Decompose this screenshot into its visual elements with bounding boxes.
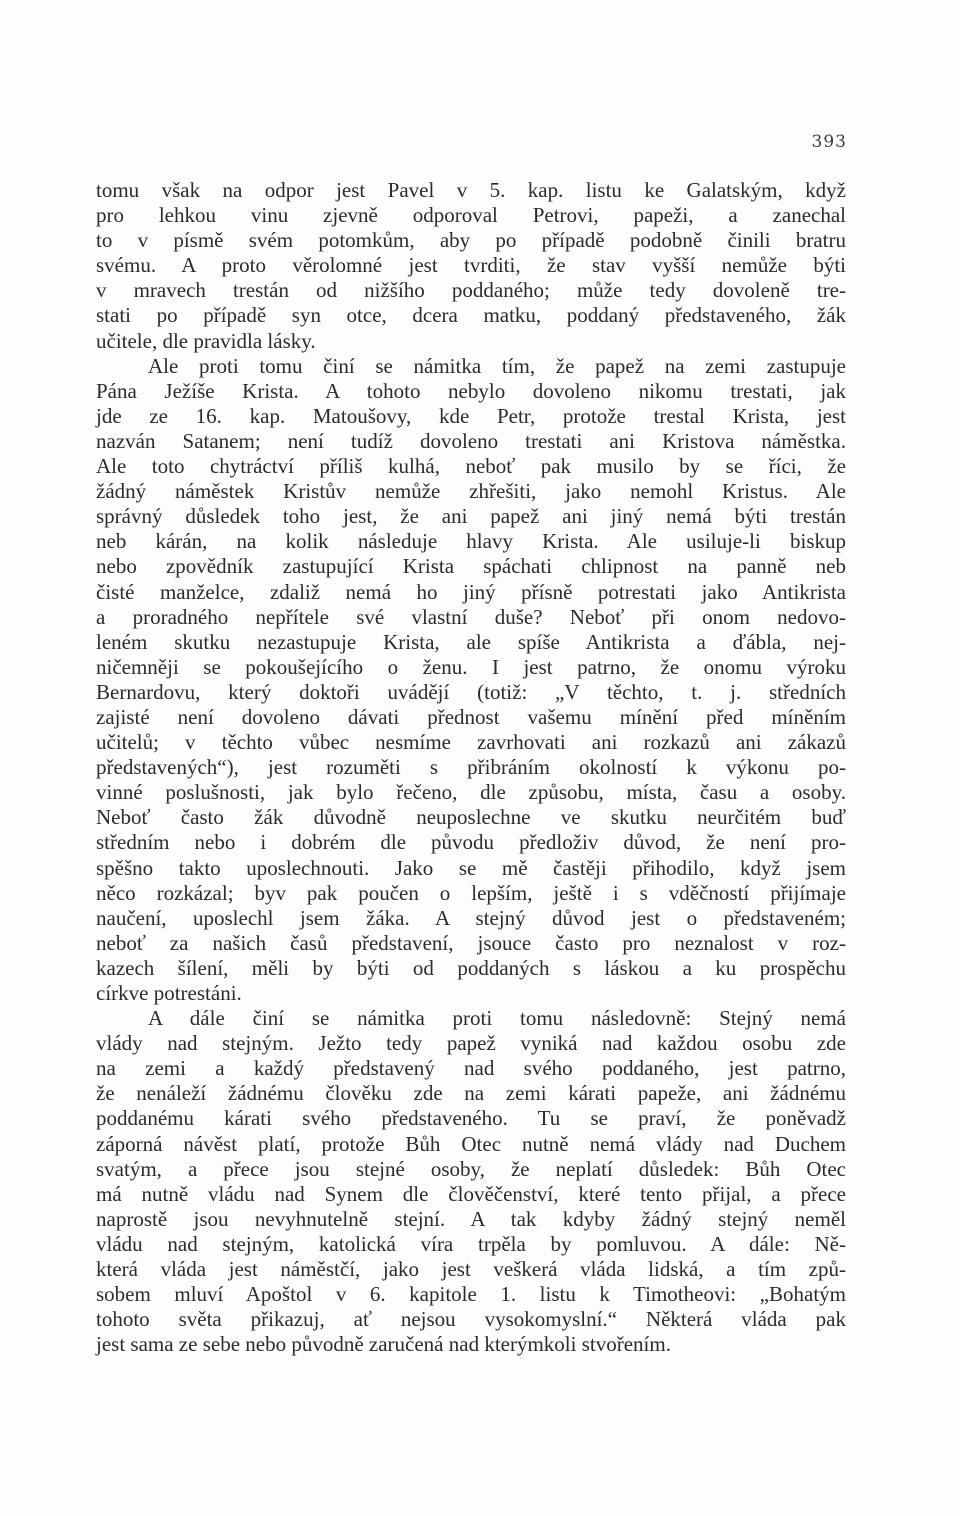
text-line: Ale proti tomu činí se námitka tím, že papež na zemi zastupuje <box>148 353 846 378</box>
text-line: jde ze 16. kap. Matoušovy, kde Petr, protože trestal Krista, jest <box>96 403 846 428</box>
text-line: neb kárán, na kolik následuje hlavy Krista. Ale usiluje-li biskup <box>96 529 846 554</box>
text-line: leném skutku nezastupuje Krista, ale spíše Antikrista a ďábla, nej- <box>96 629 846 654</box>
text-line: tomu však na odpor jest Pavel v 5. kap. listu ke Galatským, když <box>96 178 846 202</box>
text-line: svatým, a přece jsou stejné osoby, že neplatí důsledek: Bůh Otec <box>96 1156 846 1181</box>
text-line: představených“), jest rozuměti s přibráním okolností k výkonu po- <box>96 755 846 780</box>
text-line: pro lehkou vinu zjevně odporoval Petrovi, papeži, a zanechal <box>96 203 846 228</box>
text-line: to v písmě svém potomkům, aby po případě podobně činili bratru <box>96 228 846 253</box>
text-line: ničemněji se pokoušejícího o ženu. I jest patrno, že onomu výroku <box>96 654 846 679</box>
text-line: středním nebo i dobrém dle původu předloživ důvod, že není pro- <box>96 830 846 855</box>
text-line: Pána Ježíše Krista. A tohoto nebylo dovoleno nikomu trestati, jak <box>96 378 846 403</box>
text-line: vinné poslušnosti, jak bylo řečeno, dle způsobu, místa, času a osoby. <box>96 780 846 805</box>
text-line: nebo zpovědník zastupující Krista spáchati chlipnost na panně neb <box>96 554 846 579</box>
text-line: Neboť často žák důvodně neuposlechne ve skutku neurčitém buď <box>96 805 846 830</box>
text-line: v mravech trestán od nižšího poddaného; může tedy dovoleně tre- <box>96 278 846 303</box>
text-line: která vláda jest náměstčí, jako jest veškerá vláda lidská, a tím způ- <box>96 1257 846 1282</box>
text-line: má nutně vládu nad Synem dle člověčenství, které tento přijal, a přece <box>96 1181 846 1206</box>
text-line: že nenáleží žádnému člověku zde na zemi kárati papeže, ani žádnému <box>96 1081 846 1106</box>
text-line: na zemi a každý představený nad svého poddaného, jest patrno, <box>96 1056 846 1081</box>
text-line: správný důsledek toho jest, že ani papež ani jiný nemá býti trestán <box>96 504 846 529</box>
page-number: 393 <box>811 132 847 152</box>
text-line: vlády nad stejným. Ježto tedy papež vyniká nad každou osobu zde <box>96 1031 846 1056</box>
text-line: nazván Satanem; není tudíž dovoleno trestati ani Kristova náměstka. <box>96 428 846 453</box>
text-line: A dále činí se námitka proti tomu následovně: Stejný nemá <box>148 1006 846 1031</box>
text-line: jest sama ze sebe nebo původně zaručená nad kterýmkoli stvořením. <box>96 1332 671 1357</box>
text-line: svému. A proto věrolomné jest tvrditi, že stav vyšší nemůže býti <box>96 253 846 278</box>
text-line: zajisté není dovoleno dávati přednost vašemu mínění před míněním <box>96 704 846 729</box>
text-line: stati po případě syn otce, dcera matku, poddaný představeného, žák <box>96 303 846 328</box>
text-line: poddanému kárati svého představeného. Tu se praví, že poněvadž <box>96 1106 846 1131</box>
text-line: neboť za našich časů představení, jsouce často pro neznalost v roz- <box>96 930 846 955</box>
text-line: naprostě jsou nevyhnutelně stejní. A tak kdyby žádný stejný neměl <box>96 1206 846 1231</box>
text-line: sobem mluví Apoštol v 6. kapitole 1. listu k Timotheovi: „Bohatým <box>96 1282 846 1307</box>
text-line: a proradného nepřítele své vlastní duše? Neboť při onom nedovo- <box>96 604 846 629</box>
text-line: Ale toto chytráctví příliš kulhá, neboť pak musilo by se říci, že <box>96 454 846 479</box>
text-line: církve potrestáni. <box>96 981 242 1005</box>
text-line: vládu nad stejným, katolická víra trpěla by pomluvou. A dále: Ně- <box>96 1231 846 1256</box>
text-line: tohoto světa přikazuj, ať nejsou vysokomyslní.“ Některá vláda pak <box>96 1307 846 1332</box>
text-line: kazech šílení, měli by býti od poddaných s láskou a ku prospěchu <box>96 955 846 980</box>
text-line: učitele, dle pravidla lásky. <box>96 328 316 353</box>
body-text <box>96 178 846 1357</box>
text-line: učitelů; v těchto vůbec nesmíme zavrhovati ani rozkazů ani zákazů <box>96 730 846 755</box>
text-line: čisté manželce, zdaliž nemá ho jiný přísně potrestati jako Antikrista <box>96 579 846 604</box>
text-line: naučení, uposlechl jsem žáka. A stejný důvod jest o představeném; <box>96 905 846 930</box>
text-line: žádný náměstek Kristův nemůže zhřešiti, jako nemohl Kristus. Ale <box>96 479 846 504</box>
text-line: spěšno takto uposlechnouti. Jako se mě častěji přihodilo, když jsem <box>96 855 846 880</box>
text-line: Bernardovu, který doktoři uvádějí (totiž: „V těchto, t. j. středních <box>96 679 846 704</box>
text-line: záporná návěst platí, protože Bůh Otec nutně nemá vlády nad Duchem <box>96 1131 846 1156</box>
text-line: něco rozkázal; byv pak poučen o lepším, ještě i s vděčností přijímaje <box>96 880 846 905</box>
